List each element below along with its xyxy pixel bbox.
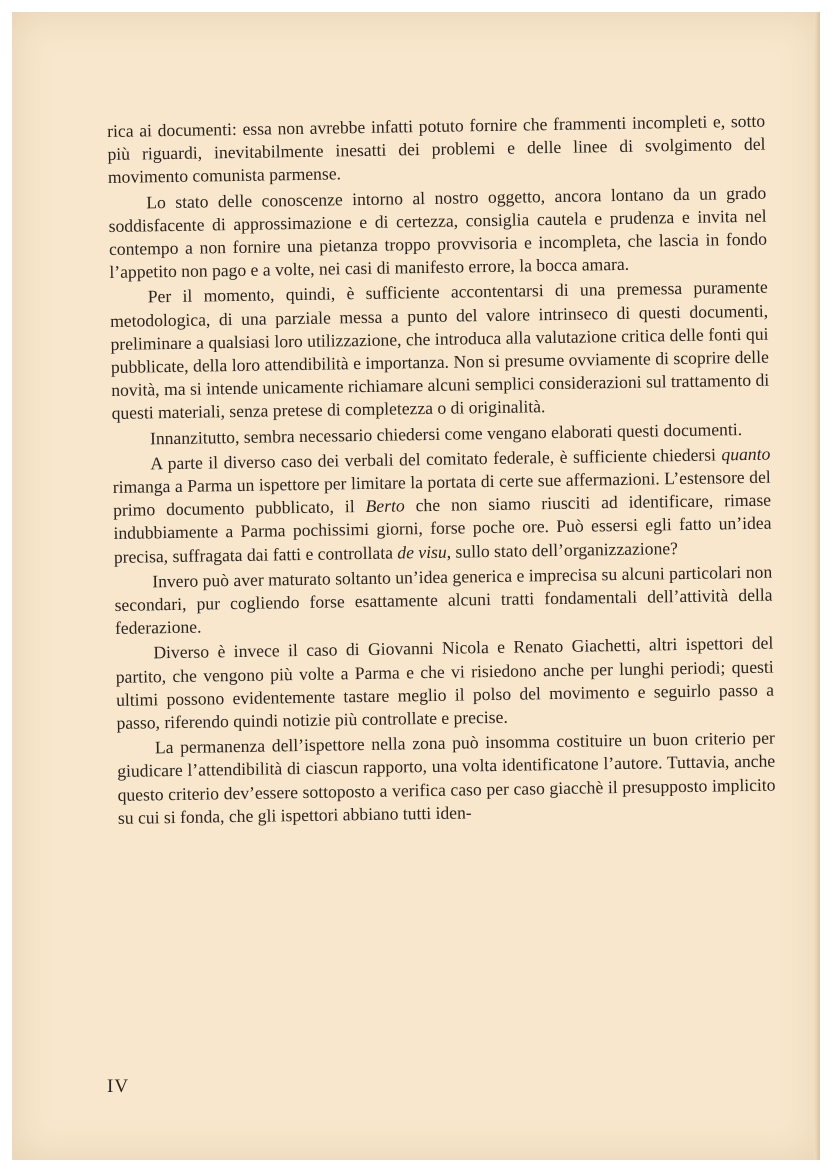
- italic-text: de visu: [397, 541, 447, 563]
- paragraph-text: , sullo stato dell’organizzazione?: [446, 537, 679, 562]
- body-text: [107, 110, 776, 830]
- paragraph: [107, 110, 766, 190]
- paragraph: [108, 181, 767, 284]
- paragraph: [112, 442, 772, 568]
- paragraph: [114, 560, 773, 640]
- paragraph-text: Lo stato delle conoscenze intorno al nostro oggetto, ancora lontano da un grado soddisfacente di approssimazione e di certezza, consiglia cautela e prudenza e invita nel contempo a non fornire una pietanza troppo provvisoria e incompleta, che lascia in fondo l’appetito non pago e a volte, nei casi di manifesto errore, la bocca amara.: [108, 182, 768, 283]
- paragraph-text: Invero può aver maturato soltanto un’idea generica e imprecisa su alcuni particolari non secondari, pur cogliendo forse esattamente alcuni tratti fondamentali dell’attività della federazione.: [114, 561, 773, 639]
- italic-text: quanto: [721, 443, 771, 465]
- book-page: [12, 12, 820, 1160]
- paragraph-text: rimanga a Parma un ispettore per limitare la portata di certe sue affermazioni. L’estensore del primo documento pubblicato, il: [112, 466, 771, 521]
- paragraph-text: che non siamo riusciti ad identificare, rimase indubbiamente a Parma pochissimi giorni, forse poche ore. Può essersi egli fatto un’idea precisa, suffragata dai fatti e controllata: [113, 489, 772, 567]
- italic-text: Berto: [365, 495, 405, 517]
- page-number: IV: [107, 1076, 130, 1097]
- page-edge: [814, 12, 820, 1160]
- paragraph-text: La permanenza dell’ispettore nella zona può insomma costituire un buon criterio per giudicare l’attendibilità di ciascun rapporto, una volta identificatone l’autore. Tuttavia, anche questo criterio dev’essere sottoposto a verifica caso per caso giacchè il presupposto implicito su cui si fonda, che gli ispettori abbiano tutti iden-: [117, 727, 776, 828]
- paragraph: [117, 727, 776, 830]
- paragraph-text: Innanzitutto, sembra necessario chiedersi come vengano elaborati questi documenti.: [149, 418, 743, 449]
- paragraph: [110, 276, 770, 426]
- paragraph-text: rica ai documenti: essa non avrebbe infatti potuto fornire che frammenti incompleti e, sotto più riguardi, inevitabilmente inesatti dei problemi e delle linee di svolgimento del movimento comunista parmense.: [107, 110, 766, 188]
- paragraph-text: Diverso è invece il caso di Giovanni Nicola e Renato Giachetti, altri ispettori del partito, che vengono più volte a Parma e che vi risiedono anche per lunghi periodi; questi ultimi possono evidentemente tastare meglio il polso del movimento e seguirlo passo a passo, riferendo quindi notizie più controllate e precise.: [115, 633, 775, 734]
- paragraph: [115, 632, 774, 735]
- paragraph-text: Per il momento, quindi, è sufficiente accontentarsi di una premessa puramente metodologica, di una parziale messa a punto del valore intrinseco di questi documenti, preliminare a qualsiasi loro utilizzazione, che introduca alla valutazione critica delle fonti qui pubblicate, della loro attendibilità e importanza. Non si presume ovviamente di scoprire delle novità, ma si intende unicamente richiamare alcuni semplici considerazioni sul trattamento di questi materiali, senza pretese di completezza o di originalità.: [109, 277, 770, 424]
- paragraph-text: A parte il diverso caso dei verbali del comitato federale, è sufficiente chiedersi: [150, 444, 722, 474]
